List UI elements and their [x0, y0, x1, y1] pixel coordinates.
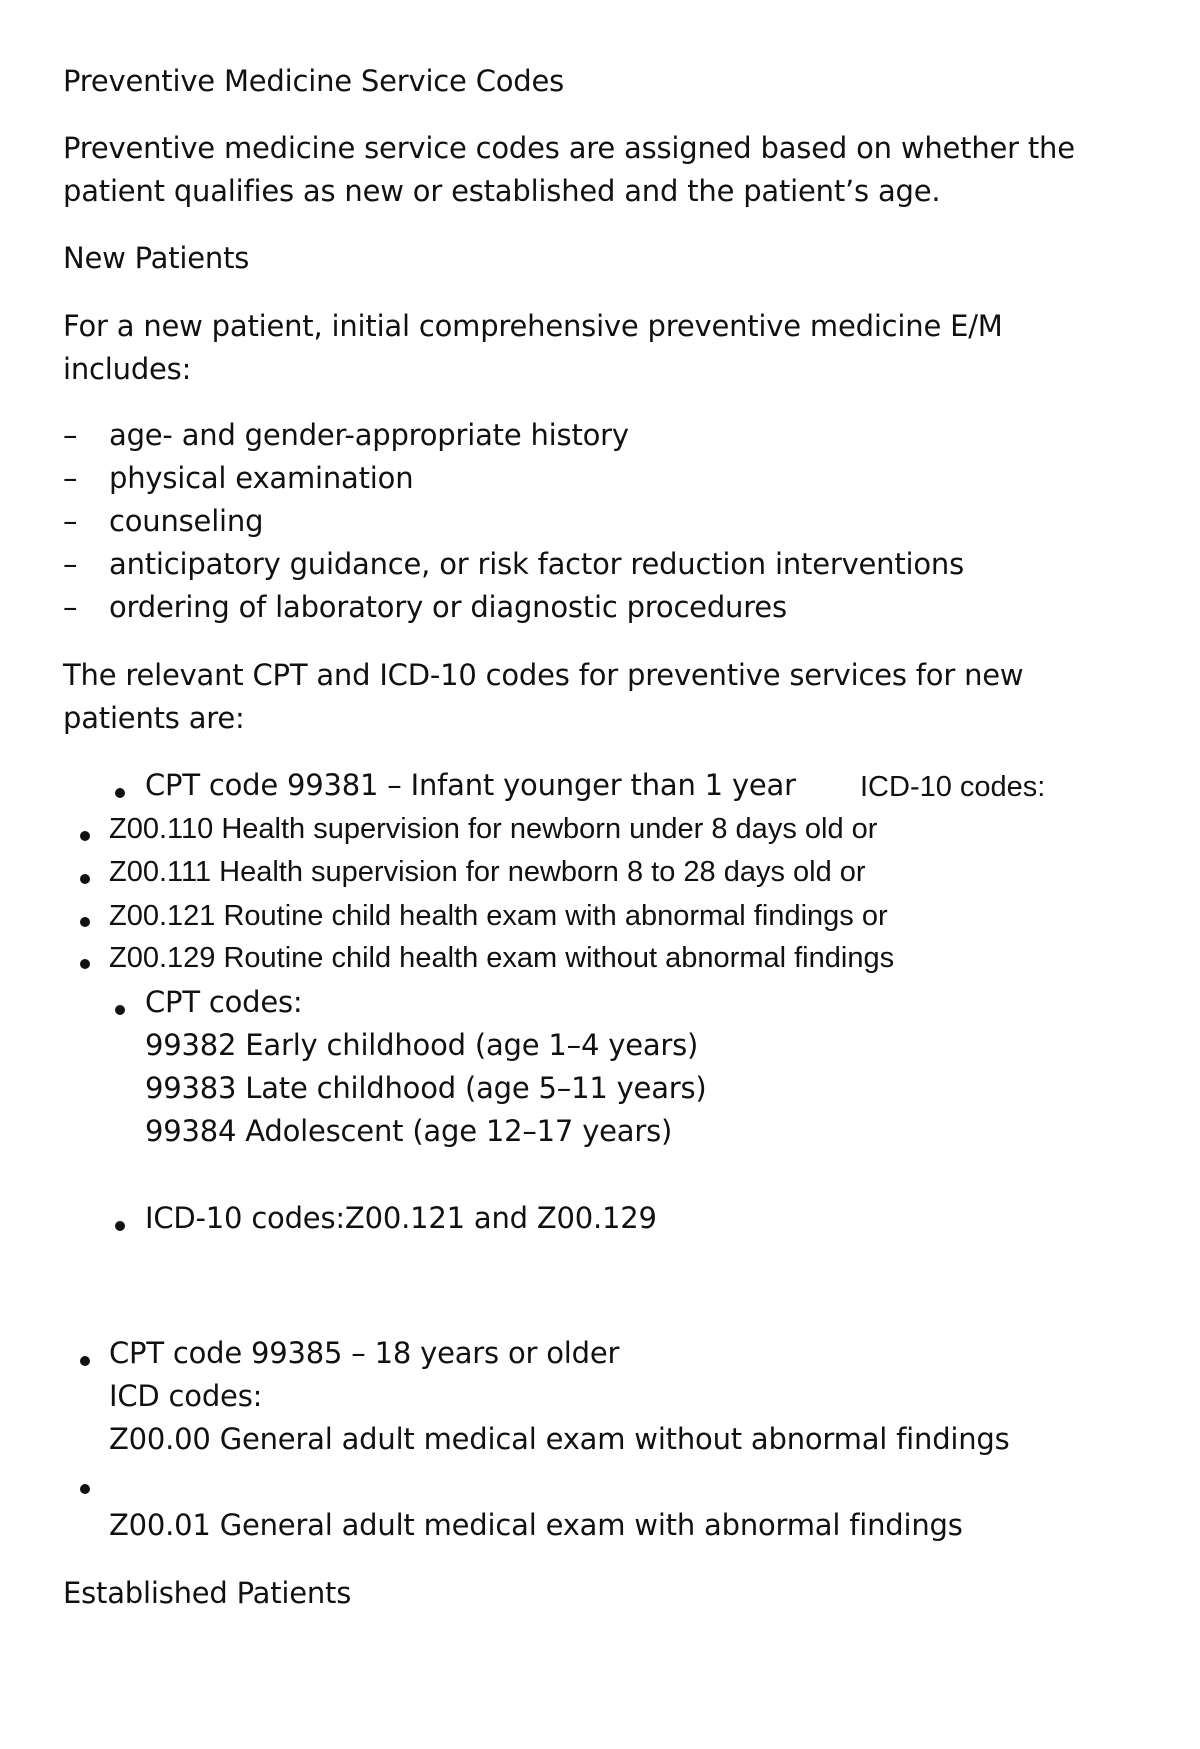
bullet-dot — [80, 959, 90, 969]
codes-intro-line-1: The relevant CPT and ICD-10 codes for preventive services for new — [63, 658, 1024, 692]
infant-icd-item: Z00.111 Health supervision for newborn 8 to 28 days old or — [109, 856, 866, 888]
dash-marker: – — [63, 504, 78, 538]
child-cpt-item: 99382 Early childhood (age 1–4 years) — [145, 1028, 699, 1062]
new-patients-para-line-1: For a new patient, initial comprehensive preventive medicine E/M — [63, 309, 1003, 343]
dash-list-item: counseling — [109, 504, 264, 538]
child-cpt-item: 99383 Late childhood (age 5–11 years) — [145, 1071, 707, 1105]
bullet-dot — [80, 1356, 90, 1366]
child-cpt-item: 99384 Adolescent (age 12–17 years) — [145, 1114, 673, 1148]
infant-icd-item: Z00.129 Routine child health exam without abnormal findings — [109, 942, 895, 974]
infant-icd-item: Z00.121 Routine child health exam with abnormal findings or — [109, 900, 888, 932]
dash-list-item: age- and gender-appropriate history — [109, 418, 629, 452]
dash-marker: – — [63, 547, 78, 581]
dash-list-item: physical examination — [109, 461, 414, 495]
bullet-dot — [115, 1005, 125, 1015]
new-patients-heading: New Patients — [63, 241, 250, 275]
dash-marker: – — [63, 418, 78, 452]
bullet-dot — [80, 1484, 90, 1494]
bullet-dot — [115, 788, 125, 798]
intro-line-2: patient qualifies as new or established and the patient’s age. — [63, 174, 941, 208]
bullet-dot — [80, 917, 90, 927]
infant-icd-label: ICD-10 codes: — [860, 771, 1046, 803]
adult-icd-label: ICD codes: — [109, 1379, 263, 1413]
new-patients-para-line-2: includes: — [63, 352, 192, 386]
dash-marker: – — [63, 590, 78, 624]
bullet-dot — [80, 874, 90, 884]
bullet-dot — [115, 1221, 125, 1231]
infant-cpt-code: CPT code 99381 – Infant younger than 1 year — [145, 768, 796, 802]
child-icd-codes: ICD-10 codes:Z00.121 and Z00.129 — [145, 1201, 657, 1235]
dash-marker: – — [63, 461, 78, 495]
adult-cpt-code: CPT code 99385 – 18 years or older — [109, 1336, 620, 1370]
child-cpt-label: CPT codes: — [145, 985, 303, 1019]
dash-list-item: anticipatory guidance, or risk factor reduction interventions — [109, 547, 965, 581]
intro-line-1: Preventive medicine service codes are assigned based on whether the — [63, 131, 1075, 165]
page-title: Preventive Medicine Service Codes — [63, 64, 565, 98]
dash-list-item: ordering of laboratory or diagnostic procedures — [109, 590, 787, 624]
codes-intro-line-2: patients are: — [63, 701, 245, 735]
infant-icd-item: Z00.110 Health supervision for newborn under 8 days old or — [109, 813, 878, 845]
adult-icd-item: Z00.01 General adult medical exam with abnormal findings — [109, 1508, 963, 1542]
established-patients-heading: Established Patients — [63, 1576, 352, 1610]
adult-icd-item: Z00.00 General adult medical exam without abnormal findings — [109, 1422, 1010, 1456]
bullet-dot — [80, 831, 90, 841]
